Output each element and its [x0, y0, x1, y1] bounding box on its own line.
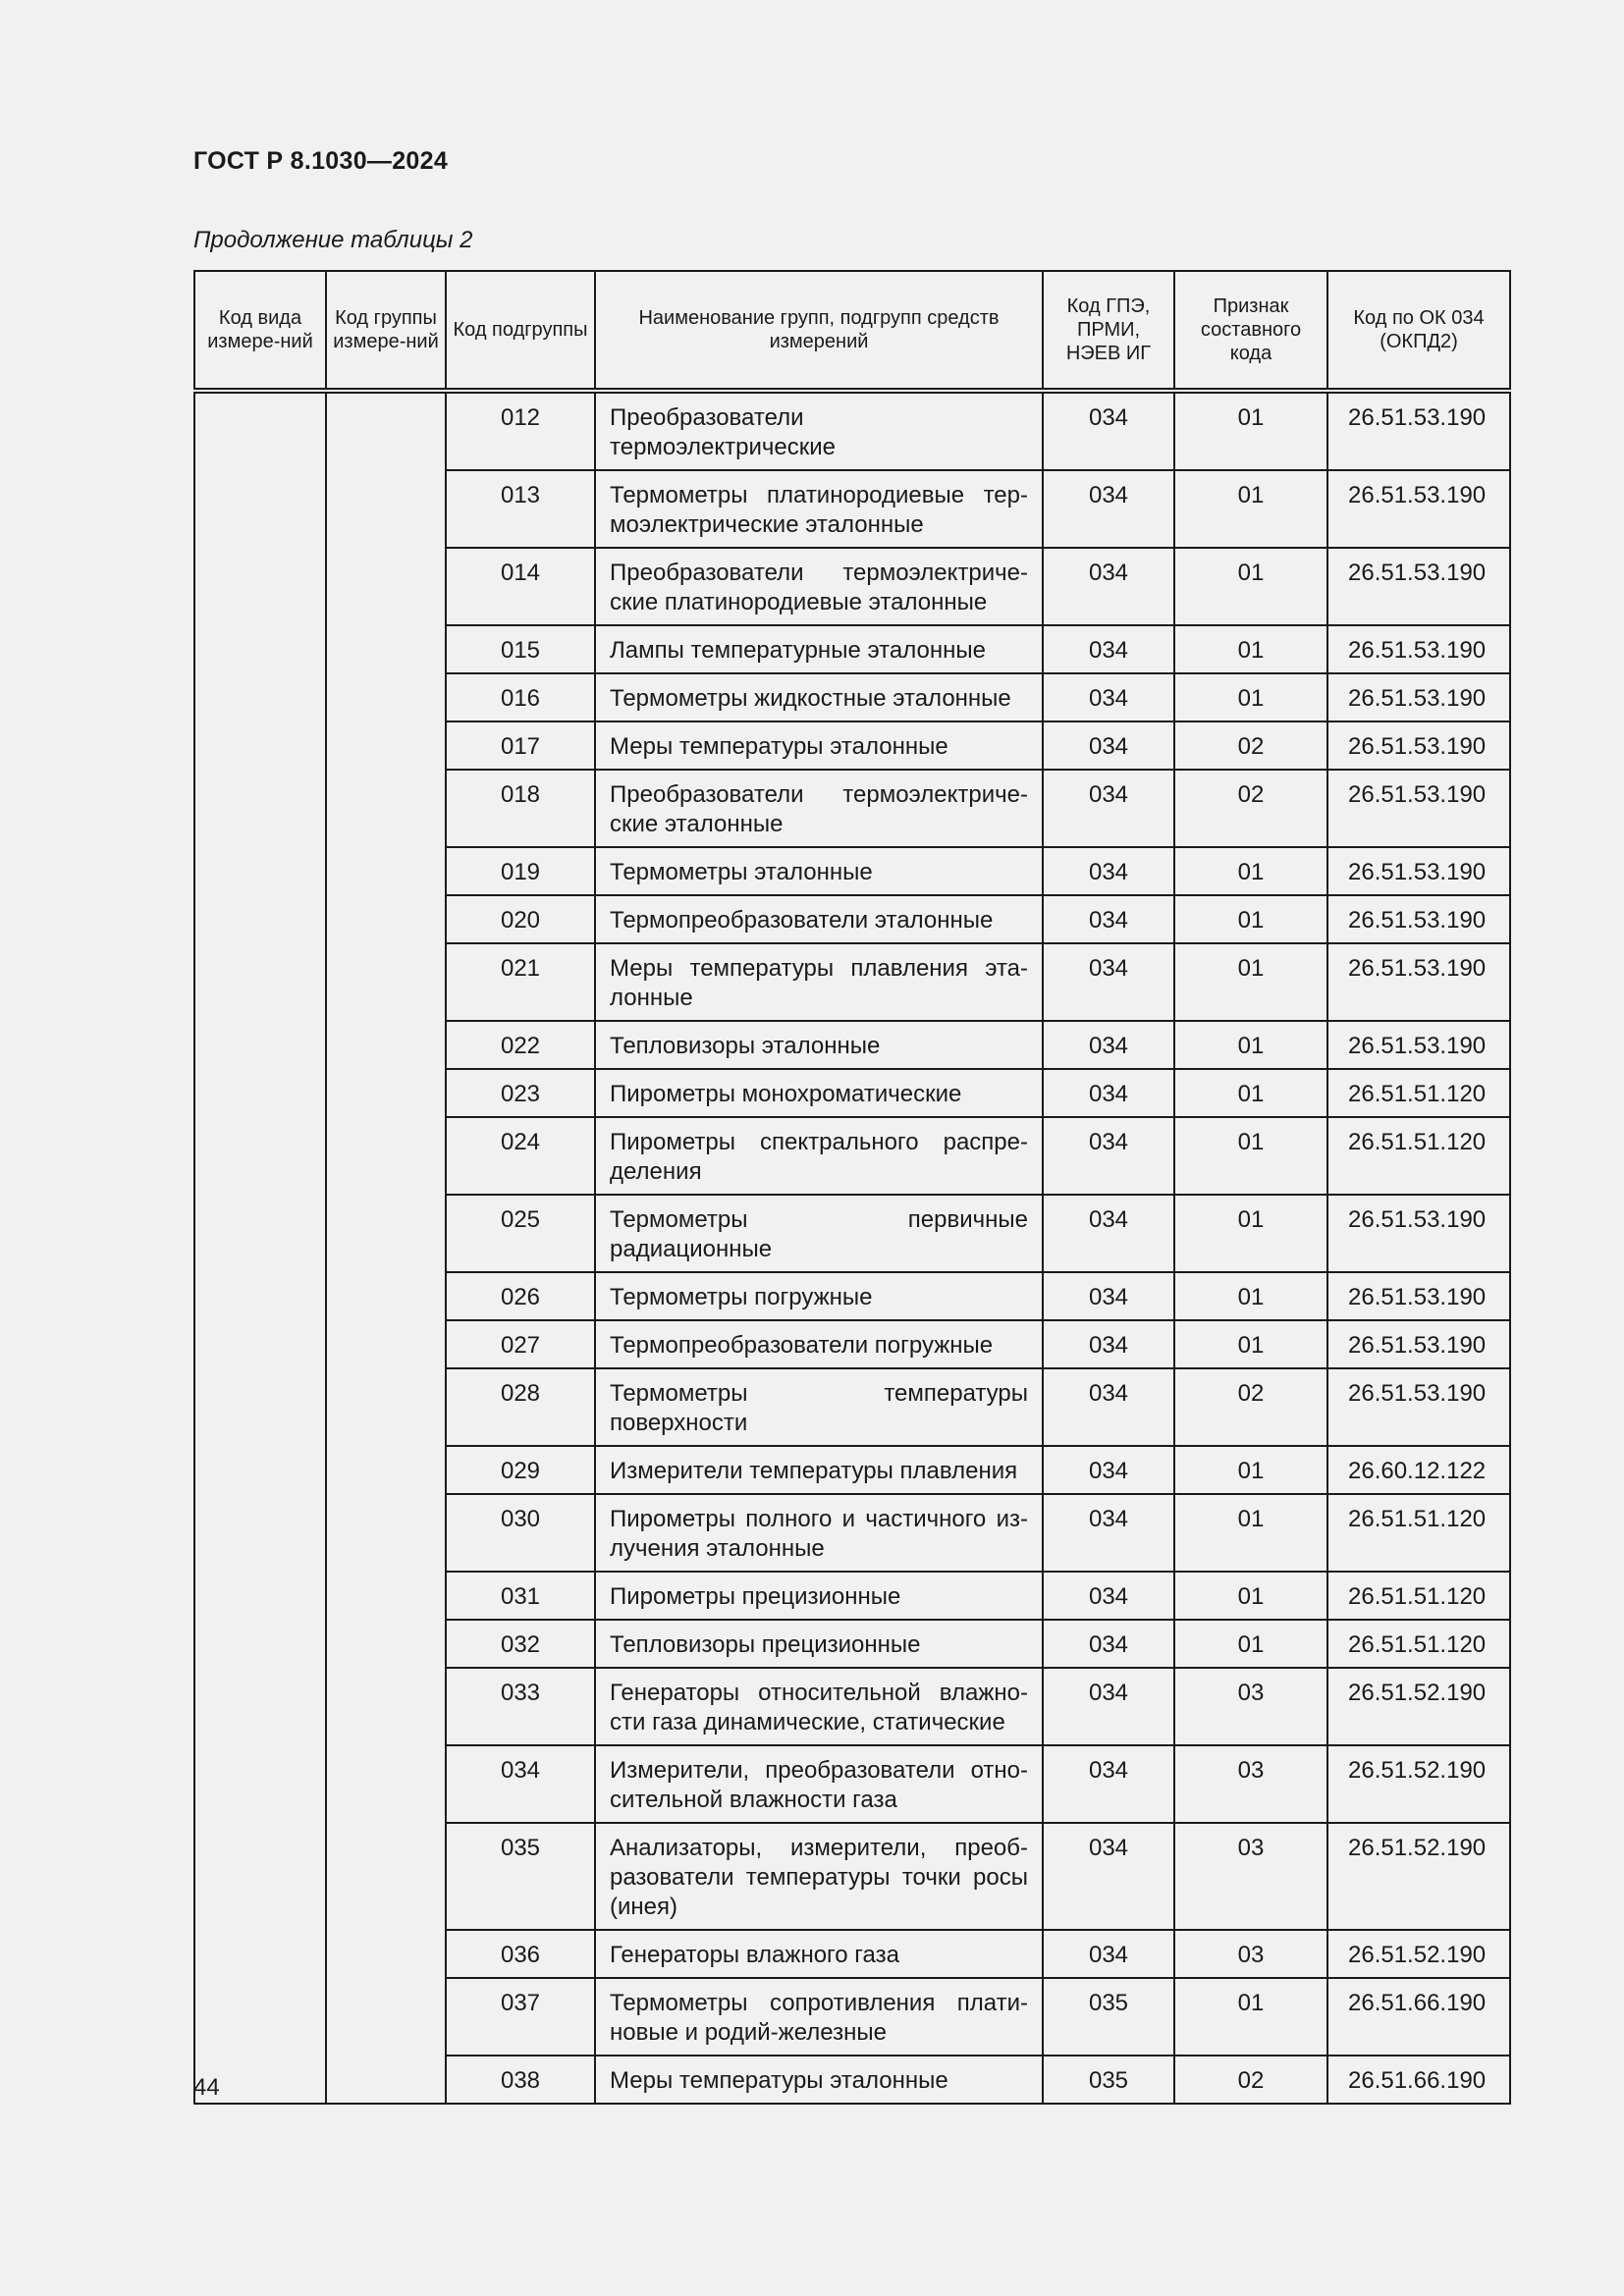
gpe-code-cell: 034 — [1043, 1368, 1174, 1446]
composite-sign-cell: 01 — [1174, 895, 1327, 943]
data-table — [193, 270, 1511, 2105]
subgroup-code-cell: 022 — [446, 1021, 595, 1069]
gpe-code-cell: 034 — [1043, 1446, 1174, 1494]
okpd-code-cell: 26.51.53.190 — [1327, 770, 1510, 847]
subgroup-code-cell: 027 — [446, 1320, 595, 1368]
header-name: Наименование групп, подгрупп средств измерений — [595, 271, 1043, 391]
composite-sign-cell: 01 — [1174, 1272, 1327, 1320]
name-cell: Термометры сопротивления плати-новые и родий-железные — [595, 1978, 1043, 2056]
gpe-code-cell: 034 — [1043, 1668, 1174, 1745]
gpe-code-cell: 034 — [1043, 548, 1174, 625]
gpe-code-cell: 034 — [1043, 721, 1174, 770]
subgroup-code-cell: 036 — [446, 1930, 595, 1978]
name-cell: Преобразователи термоэлектриче-ские эталонные — [595, 770, 1043, 847]
gpe-code-cell: 034 — [1043, 1823, 1174, 1930]
subgroup-code-cell: 012 — [446, 391, 595, 470]
composite-sign-cell: 02 — [1174, 2056, 1327, 2104]
subgroup-code-cell: 038 — [446, 2056, 595, 2104]
table-body — [194, 391, 1510, 2104]
table-row — [194, 391, 1510, 470]
subgroup-code-cell: 026 — [446, 1272, 595, 1320]
subgroup-code-cell: 035 — [446, 1823, 595, 1930]
gpe-code-cell: 035 — [1043, 2056, 1174, 2104]
subgroup-code-cell: 013 — [446, 470, 595, 548]
okpd-code-cell: 26.51.53.190 — [1327, 721, 1510, 770]
subgroup-code-cell: 015 — [446, 625, 595, 673]
composite-sign-cell: 03 — [1174, 1930, 1327, 1978]
okpd-code-cell: 26.51.52.190 — [1327, 1823, 1510, 1930]
okpd-code-cell: 26.51.66.190 — [1327, 1978, 1510, 2056]
measure-group-cell — [326, 391, 446, 2104]
name-cell: Термометры эталонные — [595, 847, 1043, 895]
composite-sign-cell: 01 — [1174, 1572, 1327, 1620]
okpd-code-cell: 26.51.53.190 — [1327, 1320, 1510, 1368]
gpe-code-cell: 034 — [1043, 1272, 1174, 1320]
okpd-code-cell: 26.51.52.190 — [1327, 1745, 1510, 1823]
name-cell: Термопреобразователи погружные — [595, 1320, 1043, 1368]
name-cell: Преобразователи термоэлектриче-ские платинородиевые эталонные — [595, 548, 1043, 625]
okpd-code-cell: 26.51.53.190 — [1327, 895, 1510, 943]
okpd-code-cell: 26.51.51.120 — [1327, 1620, 1510, 1668]
gpe-code-cell: 034 — [1043, 673, 1174, 721]
okpd-code-cell: 26.51.53.190 — [1327, 943, 1510, 1021]
subgroup-code-cell: 025 — [446, 1195, 595, 1272]
table-caption: Продолжение таблицы 2 — [193, 227, 473, 253]
okpd-code-cell: 26.51.53.190 — [1327, 1021, 1510, 1069]
okpd-code-cell: 26.51.53.190 — [1327, 1195, 1510, 1272]
gpe-code-cell: 034 — [1043, 770, 1174, 847]
okpd-code-cell: 26.51.66.190 — [1327, 2056, 1510, 2104]
composite-sign-cell: 01 — [1174, 1320, 1327, 1368]
subgroup-code-cell: 014 — [446, 548, 595, 625]
composite-sign-cell: 01 — [1174, 625, 1327, 673]
composite-sign-cell: 01 — [1174, 1069, 1327, 1117]
composite-sign-cell: 03 — [1174, 1745, 1327, 1823]
okpd-code-cell: 26.51.51.120 — [1327, 1069, 1510, 1117]
name-cell: Пирометры монохроматические — [595, 1069, 1043, 1117]
okpd-code-cell: 26.51.53.190 — [1327, 391, 1510, 470]
header-okpd-code: Код по ОК 034 (ОКПД2) — [1327, 271, 1510, 391]
measure-type-cell — [194, 391, 326, 2104]
name-cell: Измерители температуры плавления — [595, 1446, 1043, 1494]
composite-sign-cell: 01 — [1174, 1021, 1327, 1069]
subgroup-code-cell: 023 — [446, 1069, 595, 1117]
name-cell: Меры температуры эталонные — [595, 721, 1043, 770]
composite-sign-cell: 02 — [1174, 770, 1327, 847]
header-measure-type: Код вида измере-ний — [194, 271, 326, 391]
name-cell: Меры температуры плавления эта-лонные — [595, 943, 1043, 1021]
name-cell: Термопреобразователи эталонные — [595, 895, 1043, 943]
okpd-code-cell: 26.51.53.190 — [1327, 673, 1510, 721]
gpe-code-cell: 034 — [1043, 1195, 1174, 1272]
page-number: 44 — [193, 2074, 220, 2101]
okpd-code-cell: 26.51.53.190 — [1327, 1368, 1510, 1446]
composite-sign-cell: 01 — [1174, 1978, 1327, 2056]
subgroup-code-cell: 024 — [446, 1117, 595, 1195]
name-cell: Генераторы влажного газа — [595, 1930, 1043, 1978]
name-cell: Генераторы относительной влажно-сти газа динамические, статические — [595, 1668, 1043, 1745]
gpe-code-cell: 034 — [1043, 391, 1174, 470]
composite-sign-cell: 01 — [1174, 470, 1327, 548]
composite-sign-cell: 01 — [1174, 1494, 1327, 1572]
subgroup-code-cell: 033 — [446, 1668, 595, 1745]
gpe-code-cell: 034 — [1043, 625, 1174, 673]
gpe-code-cell: 035 — [1043, 1978, 1174, 2056]
gpe-code-cell: 034 — [1043, 1494, 1174, 1572]
subgroup-code-cell: 019 — [446, 847, 595, 895]
header-measure-group: Код группы измере-ний — [326, 271, 446, 391]
gpe-code-cell: 034 — [1043, 1745, 1174, 1823]
subgroup-code-cell: 029 — [446, 1446, 595, 1494]
gpe-code-cell: 034 — [1043, 1930, 1174, 1978]
okpd-code-cell: 26.51.52.190 — [1327, 1668, 1510, 1745]
subgroup-code-cell: 037 — [446, 1978, 595, 2056]
header-subgroup-code: Код подгруппы — [446, 271, 595, 391]
composite-sign-cell: 01 — [1174, 1620, 1327, 1668]
name-cell: Тепловизоры эталонные — [595, 1021, 1043, 1069]
subgroup-code-cell: 034 — [446, 1745, 595, 1823]
composite-sign-cell: 02 — [1174, 721, 1327, 770]
composite-sign-cell: 01 — [1174, 847, 1327, 895]
name-cell: Термометры первичные радиационные — [595, 1195, 1043, 1272]
okpd-code-cell: 26.51.53.190 — [1327, 847, 1510, 895]
composite-sign-cell: 01 — [1174, 1117, 1327, 1195]
gpe-code-cell: 034 — [1043, 1117, 1174, 1195]
gpe-code-cell: 034 — [1043, 470, 1174, 548]
gpe-code-cell: 034 — [1043, 1021, 1174, 1069]
gpe-code-cell: 034 — [1043, 1572, 1174, 1620]
okpd-code-cell: 26.51.51.120 — [1327, 1572, 1510, 1620]
subgroup-code-cell: 016 — [446, 673, 595, 721]
okpd-code-cell: 26.60.12.122 — [1327, 1446, 1510, 1494]
gpe-code-cell: 034 — [1043, 943, 1174, 1021]
composite-sign-cell: 01 — [1174, 673, 1327, 721]
composite-sign-cell: 02 — [1174, 1368, 1327, 1446]
composite-sign-cell: 03 — [1174, 1668, 1327, 1745]
header-gpe-code: Код ГПЭ, ПРМИ, НЭЕВ ИГ — [1043, 271, 1174, 391]
name-cell: Тепловизоры прецизионные — [595, 1620, 1043, 1668]
name-cell: Измерители, преобразователи отно-сительной влажности газа — [595, 1745, 1043, 1823]
name-cell: Пирометры полного и частичного из-лучения эталонные — [595, 1494, 1043, 1572]
okpd-code-cell: 26.51.53.190 — [1327, 625, 1510, 673]
gpe-code-cell: 034 — [1043, 847, 1174, 895]
composite-sign-cell: 01 — [1174, 391, 1327, 470]
subgroup-code-cell: 030 — [446, 1494, 595, 1572]
subgroup-code-cell: 018 — [446, 770, 595, 847]
subgroup-code-cell: 017 — [446, 721, 595, 770]
name-cell: Термометры жидкостные эталонные — [595, 673, 1043, 721]
subgroup-code-cell: 021 — [446, 943, 595, 1021]
composite-sign-cell: 01 — [1174, 943, 1327, 1021]
okpd-code-cell: 26.51.53.190 — [1327, 470, 1510, 548]
okpd-code-cell: 26.51.51.120 — [1327, 1494, 1510, 1572]
okpd-code-cell: 26.51.52.190 — [1327, 1930, 1510, 1978]
composite-sign-cell: 01 — [1174, 1446, 1327, 1494]
okpd-code-cell: 26.51.51.120 — [1327, 1117, 1510, 1195]
okpd-code-cell: 26.51.53.190 — [1327, 1272, 1510, 1320]
name-cell: Анализаторы, измерители, преоб-разователи температуры точки росы (инея) — [595, 1823, 1043, 1930]
composite-sign-cell: 01 — [1174, 1195, 1327, 1272]
okpd-code-cell: 26.51.53.190 — [1327, 548, 1510, 625]
gpe-code-cell: 034 — [1043, 1069, 1174, 1117]
name-cell: Термометры платинородиевые тер-моэлектрические эталонные — [595, 470, 1043, 548]
gpe-code-cell: 034 — [1043, 1320, 1174, 1368]
name-cell: Термометры температуры поверхности — [595, 1368, 1043, 1446]
name-cell: Термометры погружные — [595, 1272, 1043, 1320]
name-cell: Преобразователи термоэлектрические — [595, 391, 1043, 470]
subgroup-code-cell: 020 — [446, 895, 595, 943]
subgroup-code-cell: 031 — [446, 1572, 595, 1620]
composite-sign-cell: 01 — [1174, 548, 1327, 625]
gpe-code-cell: 034 — [1043, 895, 1174, 943]
table-header-row — [194, 271, 1510, 391]
name-cell: Меры температуры эталонные — [595, 2056, 1043, 2104]
header-composite-sign: Признак составного кода — [1174, 271, 1327, 391]
gpe-code-cell: 034 — [1043, 1620, 1174, 1668]
subgroup-code-cell: 028 — [446, 1368, 595, 1446]
document-header: ГОСТ Р 8.1030—2024 — [193, 147, 449, 175]
name-cell: Лампы температурные эталонные — [595, 625, 1043, 673]
name-cell: Пирометры прецизионные — [595, 1572, 1043, 1620]
composite-sign-cell: 03 — [1174, 1823, 1327, 1930]
name-cell: Пирометры спектрального распре-деления — [595, 1117, 1043, 1195]
subgroup-code-cell: 032 — [446, 1620, 595, 1668]
